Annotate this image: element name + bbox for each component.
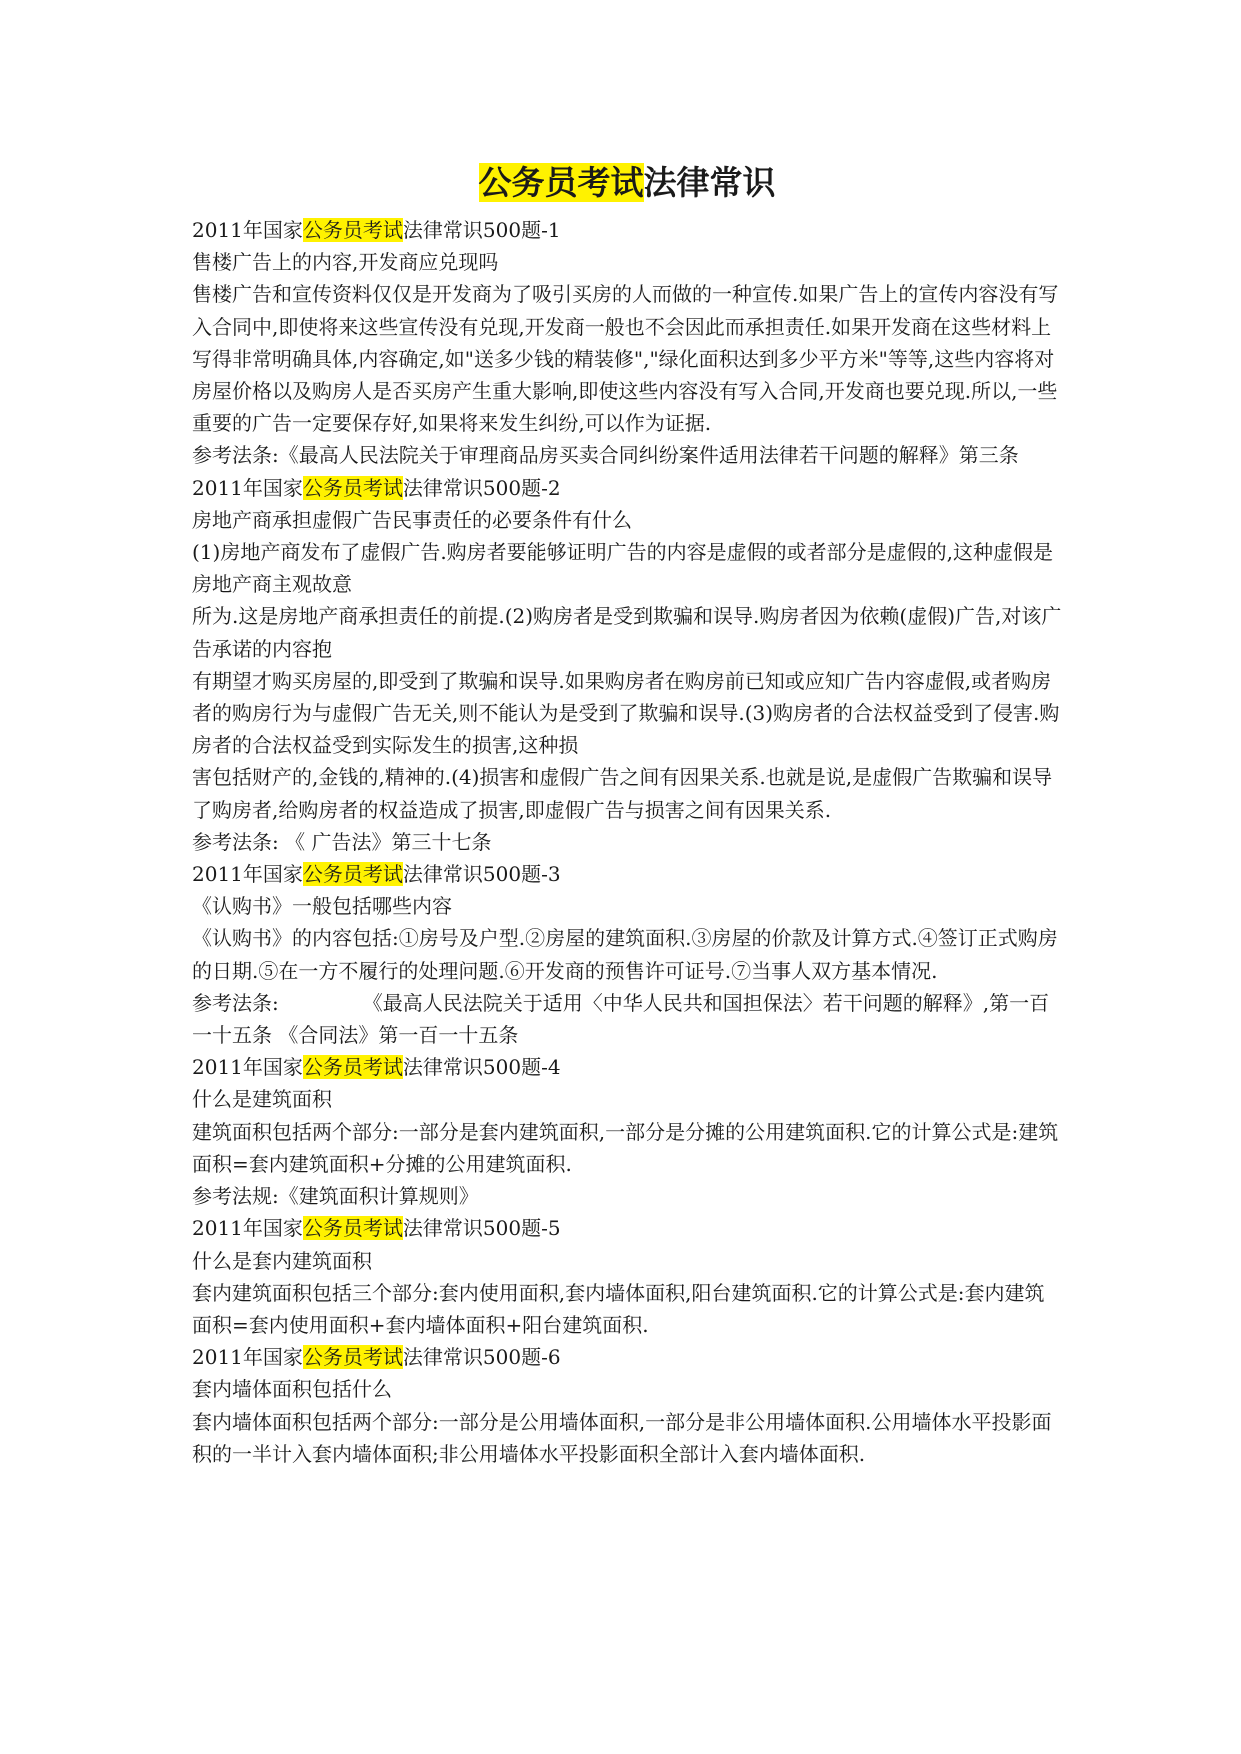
heading-suffix: 法律常识500题-2 — [402, 475, 561, 500]
heading-highlight: 公务员考试 — [302, 1216, 403, 1241]
heading-prefix: 2011年国家 — [192, 475, 303, 500]
reference-label: 参考法条: — [192, 990, 279, 1015]
content-lines — [192, 214, 1062, 1470]
paragraph: 什么是建筑面积 — [192, 1087, 332, 1112]
paragraph: 售楼广告和宣传资料仅仅是开发商为了吸引买房的人而做的一种宣传.如果广告上的宣传内容没有写入合同中,即使将来这些宣传没有兑现,开发商一般也不会因此而承担责任.如果开发商在这些材料上写得非常明确具体,内容确定,如"送多少钱的精装修","绿化面积达到多少平方米"等等,这些内容将对房屋价格以及购房人是否买房产生重大影响,即使这些内容没有写入合同,开发商也要兑现.所以,一些重要的广告一定要保存好,如果将来发生纠纷,可以作为证据. — [192, 282, 1059, 436]
heading-prefix: 2011年国家 — [192, 218, 303, 242]
question-heading — [192, 1051, 1062, 1083]
paragraph: 《认购书》的内容包括:①房号及户型.②房屋的建筑面积.③房屋的价款及计算方式.④签订正式购房的日期.⑤在一方不履行的处理问题.⑥开发商的预售许可证号.⑦当事人双方基本情况. — [192, 926, 1058, 983]
paragraph: 《认购书》一般包括哪些内容 — [192, 894, 452, 919]
heading-suffix: 法律常识500题-1 — [402, 218, 561, 242]
heading-prefix: 2011年国家 — [192, 1055, 303, 1080]
heading-highlight: 公务员考试 — [302, 1345, 403, 1370]
paragraph: 害包括财产的,金钱的,精神的.(4)损害和虚假广告之间有因果关系.也就是说,是虚假广告欺骗和误导了购房者,给购房者的权益造成了损害,即虚假广告与损害之间有因果关系. — [192, 765, 1053, 822]
question-heading — [192, 858, 1062, 890]
paragraph: 有期望才购买房屋的,即受到了欺骗和误导.如果购房者在购房前已知或应知广告内容虚假,或者购房者的购房行为与虚假广告无关,则不能认为是受到了欺骗和误导.(3)购房者的合法权益受到了侵害.购房者的合法权益受到实际发生的损害,这种损 — [192, 668, 1060, 758]
heading-highlight: 公务员考试 — [302, 1055, 403, 1080]
reference-line — [192, 987, 1062, 1051]
title-rest: 法律常识 — [643, 163, 776, 202]
question-heading — [192, 472, 1062, 504]
paragraph: 参考法条:《最高人民法院关于审理商品房买卖合同纠纷案件适用法律若干问题的解释》第三条 — [192, 443, 1019, 468]
paragraph: 所为.这是房地产商承担责任的前提.(2)购房者是受到欺骗和误导.购房者因为依赖(虚假)广告,对该广告承诺的内容抱 — [192, 604, 1062, 661]
paragraph: 参考法条: 《 广告法》第三十七条 — [192, 829, 492, 854]
paragraph: 建筑面积包括两个部分:一部分是套内建筑面积,一部分是分摊的公用建筑面积.它的计算公式是:建筑面积=套内建筑面积+分摊的公用建筑面积. — [192, 1119, 1059, 1176]
paragraph: 什么是套内建筑面积 — [192, 1248, 372, 1273]
paragraph: (1)房地产商发布了虚假广告.购房者要能够证明广告的内容是虚假的或者部分是虚假的,这种虚假是房地产商主观故意 — [192, 540, 1054, 597]
question-heading — [192, 214, 1062, 246]
heading-prefix: 2011年国家 — [192, 862, 303, 887]
reference-text: 《最高人民法院关于适用〈中华人民共和国担保法〉若干问题的解释》,第一百一十五条 《合同法》第一百一十五条 — [192, 990, 1050, 1048]
paragraph: 套内建筑面积包括三个部分:套内使用面积,套内墙体面积,阳台建筑面积.它的计算公式是:套内建筑面积=套内使用面积+套内墙体面积+阳台建筑面积. — [192, 1280, 1045, 1337]
paragraph: 套内墙体面积包括两个部分:一部分是公用墙体面积,一部分是非公用墙体面积.公用墙体水平投影面积的一半计入套内墙体面积;非公用墙体水平投影面积全部计入套内墙体面积. — [192, 1409, 1052, 1466]
question-heading — [192, 1341, 1062, 1373]
heading-suffix: 法律常识500题-4 — [402, 1055, 561, 1080]
heading-highlight: 公务员考试 — [302, 862, 403, 887]
paragraph: 售楼广告上的内容,开发商应兑现吗 — [192, 250, 499, 275]
heading-prefix: 2011年国家 — [192, 1216, 303, 1241]
heading-highlight: 公务员考试 — [302, 218, 403, 242]
paragraph: 参考法规:《建筑面积计算规则》 — [192, 1184, 479, 1209]
title-highlight: 公务员考试 — [478, 163, 644, 202]
heading-suffix: 法律常识500题-5 — [402, 1216, 561, 1241]
heading-prefix: 2011年国家 — [192, 1345, 303, 1370]
heading-highlight: 公务员考试 — [302, 475, 403, 500]
question-heading — [192, 1212, 1062, 1244]
heading-suffix: 法律常识500题-6 — [402, 1345, 561, 1370]
document-body — [192, 160, 1062, 1470]
heading-suffix: 法律常识500题-3 — [402, 862, 561, 887]
paragraph: 房地产商承担虚假广告民事责任的必要条件有什么 — [192, 507, 632, 532]
page-title — [192, 160, 1062, 206]
paragraph: 套内墙体面积包括什么 — [192, 1377, 392, 1402]
